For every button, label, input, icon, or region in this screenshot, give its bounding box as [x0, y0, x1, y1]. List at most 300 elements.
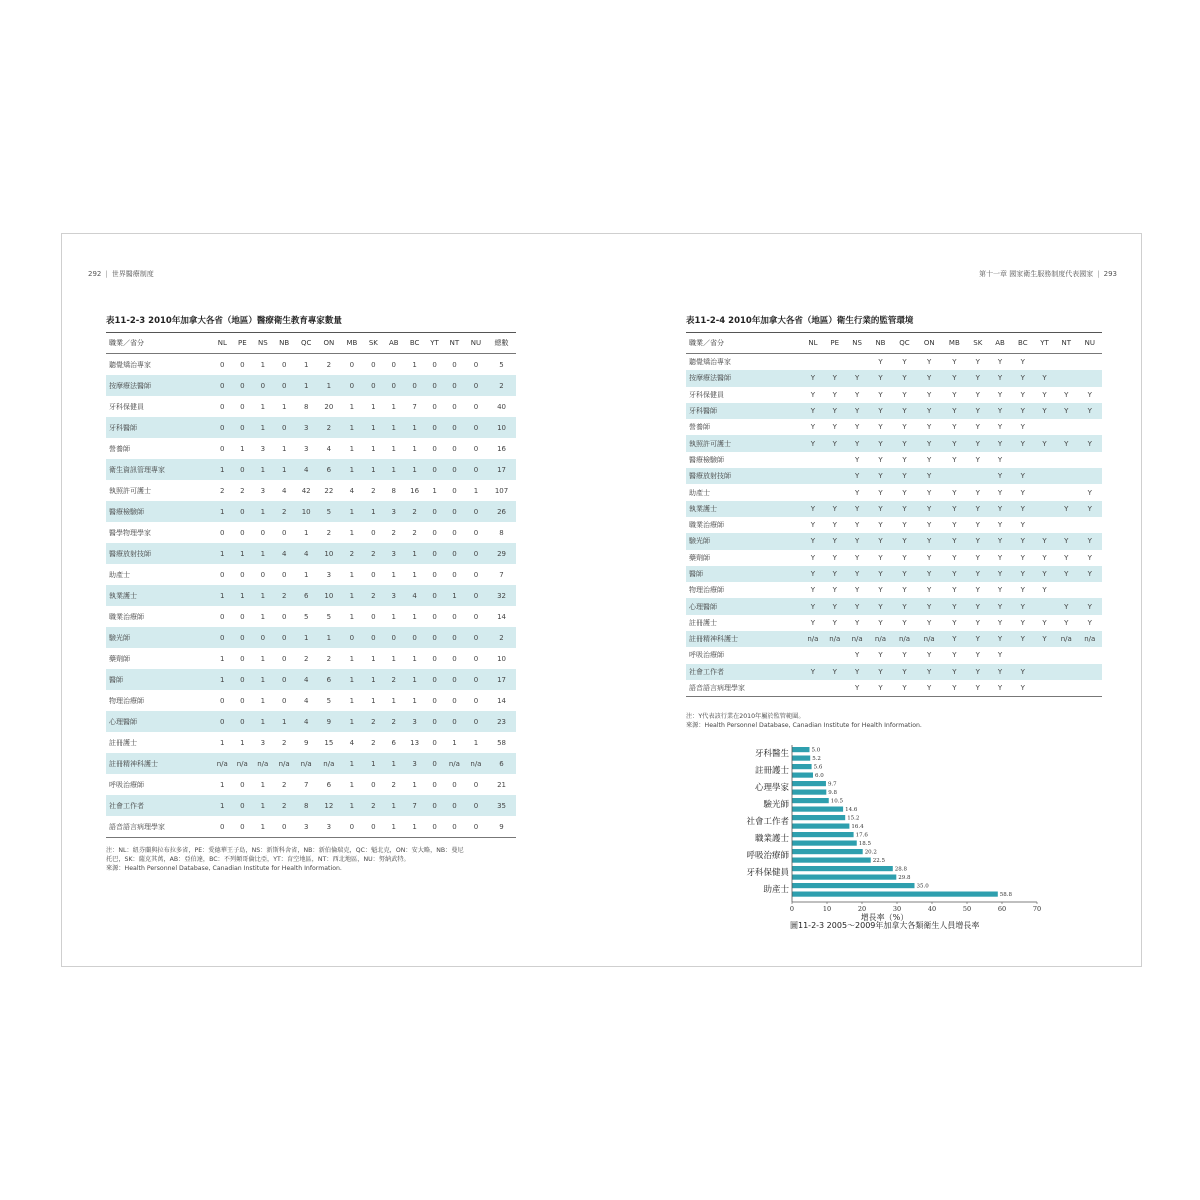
row-label: 呼吸治療師	[109, 780, 144, 789]
cell: Y	[942, 631, 967, 647]
cell: 14	[497, 696, 506, 705]
cell	[1011, 647, 1034, 663]
table-row	[686, 598, 1102, 614]
table-row	[106, 711, 516, 732]
cell: Y	[855, 390, 860, 399]
cell: 3	[383, 501, 404, 522]
cell: Y	[997, 488, 1003, 497]
table-row	[106, 585, 516, 606]
cell: Y	[952, 553, 957, 562]
header-nl: NL	[802, 333, 824, 354]
cell: 2	[371, 486, 376, 495]
cell: 21	[497, 780, 506, 789]
cell: 0	[220, 360, 225, 369]
cell: Y	[997, 618, 1003, 627]
cell: Y	[869, 533, 893, 549]
cell: 0	[404, 375, 425, 396]
table-row	[686, 354, 1102, 371]
header-bc: BC	[404, 333, 425, 354]
cell: Y	[967, 664, 989, 680]
cell: 0	[273, 669, 295, 690]
cell	[1078, 452, 1102, 468]
cell: 3	[260, 738, 266, 747]
cell: 3	[260, 444, 266, 453]
cell: Y	[927, 488, 932, 497]
cell: 0	[240, 360, 245, 369]
cell: 1	[281, 444, 287, 453]
cell: 2	[240, 486, 245, 495]
cell: Y	[942, 680, 967, 697]
cell: 2	[340, 543, 363, 564]
cell: 1	[412, 780, 417, 789]
table-row	[686, 517, 1102, 533]
cell: 0	[363, 627, 383, 648]
cell: 1	[452, 738, 457, 747]
bar	[792, 756, 810, 761]
cell: Y	[1011, 533, 1034, 549]
cell: 3	[295, 816, 317, 838]
table-row	[686, 387, 1102, 403]
cell: Y	[989, 631, 1012, 647]
cell: 2	[363, 711, 383, 732]
cell: 12	[317, 795, 340, 816]
cell: Y	[1078, 501, 1102, 517]
cell: 0	[432, 696, 437, 705]
cell: 0	[371, 612, 376, 621]
table-row	[686, 468, 1102, 484]
cell: 2	[273, 585, 295, 606]
header-ns: NS	[846, 333, 869, 354]
bar	[792, 798, 829, 803]
cell: 1	[349, 780, 355, 789]
cell	[1055, 370, 1078, 386]
bar	[792, 815, 845, 820]
cell: 0	[340, 816, 363, 838]
cell: 3	[404, 753, 425, 774]
cell	[1055, 664, 1078, 680]
cell: 0	[473, 444, 479, 453]
cell	[1034, 647, 1055, 663]
cell: 6	[295, 585, 317, 606]
row-label: 醫師	[686, 566, 802, 582]
cell: n/a	[317, 753, 340, 774]
row-label: 註冊護士	[689, 618, 717, 627]
category-label: 助產士	[763, 885, 789, 896]
x-axis-label: 增長率（%）	[860, 913, 909, 922]
category-label: 呼吸治療師	[746, 851, 789, 862]
cell: Y	[1042, 390, 1047, 399]
cell: Y	[846, 680, 869, 697]
header-nu: NU	[465, 333, 487, 354]
cell: 2	[383, 711, 404, 732]
cell	[1055, 582, 1078, 598]
row-label: 醫療放射技師	[106, 543, 212, 564]
category-label: 註冊護士	[754, 766, 789, 777]
cell: Y	[927, 423, 932, 432]
cell: 1	[252, 711, 273, 732]
bar-value-label: 14.6	[845, 807, 858, 814]
cell: Y	[855, 618, 860, 627]
row-label: 語音語言病理學家	[686, 680, 802, 697]
cell: 6	[326, 780, 332, 789]
cell: 5	[303, 612, 309, 621]
cell: Y	[846, 598, 869, 614]
table-row	[686, 501, 1102, 517]
row-label: 社會工作者	[686, 664, 802, 680]
table-row	[686, 566, 1102, 582]
cell: 0	[349, 360, 355, 369]
cell: Y	[832, 423, 837, 432]
cell: Y	[942, 664, 967, 680]
cell: 10	[295, 501, 317, 522]
cell	[967, 468, 989, 484]
cell: Y	[942, 370, 967, 386]
x-tick-label: 70	[1032, 905, 1042, 913]
cell: 1	[281, 402, 287, 411]
row-label: 牙科保健員	[109, 402, 144, 411]
cell: 1	[412, 654, 417, 663]
cell: Y	[1087, 390, 1092, 399]
cell: 40	[497, 402, 506, 411]
cell: 0	[425, 627, 444, 648]
cell: 22	[324, 486, 334, 495]
cell: 0	[473, 696, 479, 705]
cell: 8	[499, 528, 504, 537]
cell	[1034, 517, 1055, 533]
cell: 6	[317, 459, 340, 480]
cell: 0	[273, 816, 295, 838]
cell: 0	[425, 753, 444, 774]
bar	[792, 781, 826, 786]
cell: Y	[824, 664, 846, 680]
cell: Y	[942, 533, 967, 549]
cell: 4	[295, 543, 317, 564]
header-sk: SK	[967, 333, 989, 354]
cell: 1	[349, 570, 355, 579]
cell: Y	[892, 435, 916, 451]
cell: Y	[802, 435, 824, 451]
book-spread	[61, 233, 1142, 967]
cell: n/a	[846, 631, 869, 647]
cell: 0	[232, 816, 252, 838]
cell: 6	[317, 669, 340, 690]
row-label: 註冊精神科護士	[106, 753, 212, 774]
cell: 1	[260, 780, 266, 789]
cell: Y	[927, 618, 932, 627]
table-row	[106, 396, 516, 417]
cell: Y	[1011, 598, 1034, 614]
right-page	[602, 234, 1141, 966]
cell: 4	[273, 543, 295, 564]
cell: 0	[232, 669, 252, 690]
cell	[824, 468, 846, 484]
x-tick-label: 0	[789, 905, 795, 913]
cell: Y	[1011, 631, 1034, 647]
bar-value-label: 20.2	[864, 849, 877, 856]
cell: 1	[340, 795, 363, 816]
cell: Y	[975, 618, 980, 627]
cell: Y	[1055, 533, 1078, 549]
cell: 0	[281, 696, 287, 705]
cell: 0	[240, 780, 245, 789]
bar	[792, 883, 915, 888]
table-row	[686, 664, 1102, 680]
cell: 0	[465, 585, 487, 606]
cell	[1034, 664, 1055, 680]
cell: 4	[303, 696, 309, 705]
cell: Y	[902, 423, 907, 432]
cell: 1	[303, 570, 309, 579]
cell: Y	[942, 598, 967, 614]
cell: Y	[967, 533, 989, 549]
row-label: 註冊精神科護士	[686, 631, 802, 647]
cell: 0	[281, 654, 287, 663]
cell: 26	[487, 501, 516, 522]
cell: 0	[432, 360, 437, 369]
cell: Y	[1011, 370, 1034, 386]
cell	[824, 354, 846, 371]
cell: n/a	[824, 631, 846, 647]
right-table-caption: 表11-2-4 2010年加拿大各省（地區）衛生行業的監管環境	[686, 316, 914, 326]
row-label: 語音語言病理學家	[106, 816, 212, 838]
cell: Y	[1011, 680, 1034, 697]
cell: 10	[497, 654, 506, 663]
cell: Y	[942, 403, 967, 419]
cell: 0	[465, 375, 487, 396]
right-page-number: 293	[1103, 270, 1117, 278]
cell: 1	[252, 543, 273, 564]
cell: 0	[425, 711, 444, 732]
table-row	[106, 648, 516, 669]
left-page	[62, 234, 602, 966]
row-label: 執照許可護士	[109, 486, 151, 495]
cell: 15	[324, 738, 334, 747]
table-row	[686, 582, 1102, 598]
cell: Y	[855, 488, 860, 497]
row-label: 社會工作者	[106, 795, 212, 816]
cell: 0	[281, 360, 287, 369]
cell: n/a	[1078, 631, 1102, 647]
cell: 4	[295, 459, 317, 480]
cell: Y	[846, 370, 869, 386]
cell: 1	[260, 402, 266, 411]
table-row	[106, 459, 516, 480]
cell: 0	[444, 711, 465, 732]
table-row	[106, 732, 516, 753]
cell: 1	[260, 654, 266, 663]
table-row	[106, 480, 516, 501]
cell: 1	[404, 417, 425, 438]
cell: Y	[975, 521, 980, 530]
cell: Y	[967, 435, 989, 451]
cell: Y	[989, 680, 1012, 697]
cell: 1	[340, 501, 363, 522]
cell	[1034, 452, 1055, 468]
bar	[792, 866, 893, 871]
cell: 0	[240, 696, 245, 705]
header-on: ON	[317, 333, 340, 354]
bar	[792, 764, 812, 769]
header-qc: QC	[295, 333, 317, 354]
cell: 2	[273, 795, 295, 816]
row-label: 職業治療師	[689, 521, 724, 530]
cell: Y	[802, 403, 824, 419]
cell: Y	[997, 586, 1003, 595]
cell: Y	[846, 468, 869, 484]
cell: 1	[252, 459, 273, 480]
cell: Y	[855, 651, 860, 660]
cell: n/a	[465, 753, 487, 774]
cell: Y	[952, 423, 957, 432]
cell: 1	[349, 696, 355, 705]
staff-count-table	[106, 332, 516, 838]
table-row	[686, 370, 1102, 386]
cell: Y	[1064, 553, 1069, 562]
cell: 3	[404, 711, 425, 732]
cell: n/a	[892, 631, 916, 647]
cell: 0	[473, 570, 479, 579]
cell: 0	[281, 612, 287, 621]
cell: 13	[410, 738, 420, 747]
cell: 0	[465, 459, 487, 480]
left-note-3: 來源：Health Personnel Database, Canadian Institute for Health Information.	[106, 865, 342, 872]
bar-value-label: 9.7	[827, 781, 837, 788]
cell	[1078, 370, 1102, 386]
cell: Y	[855, 586, 860, 595]
cell: 16	[497, 444, 506, 453]
cell: Y	[846, 566, 869, 582]
row-label: 醫師	[106, 669, 212, 690]
bar	[792, 875, 896, 880]
cell: 2	[281, 780, 287, 789]
cell: Y	[1020, 358, 1025, 367]
cell: 0	[232, 711, 252, 732]
cell: Y	[989, 468, 1012, 484]
cell: 0	[240, 612, 245, 621]
cell: n/a	[273, 753, 295, 774]
header-yt: YT	[1034, 333, 1055, 354]
cell: Y	[1087, 618, 1092, 627]
cell: 0	[465, 816, 487, 838]
cell: 1	[212, 543, 232, 564]
cell: Y	[989, 435, 1012, 451]
cell: 0	[220, 444, 225, 453]
table-row	[106, 501, 516, 522]
cell	[824, 680, 846, 697]
cell: 3	[317, 816, 340, 838]
row-label: 藥劑師	[109, 654, 130, 663]
cell: Y	[1055, 501, 1078, 517]
bar-value-label: 5.6	[813, 764, 823, 771]
bar-value-label: 28.8	[894, 866, 908, 873]
cell: Y	[902, 618, 907, 627]
x-tick-label: 30	[892, 905, 902, 913]
cell: Y	[869, 370, 893, 386]
table-row	[106, 774, 516, 795]
cell: 10	[487, 417, 516, 438]
table-row	[686, 647, 1102, 663]
cell: 0	[232, 375, 252, 396]
cell: 0	[444, 459, 465, 480]
cell: Y	[869, 501, 893, 517]
cell: 1	[212, 669, 232, 690]
cell: 0	[444, 501, 465, 522]
table-row	[106, 564, 516, 585]
left-running-header: 292 | 世界醫療制度	[88, 270, 154, 278]
cell: 1	[473, 486, 479, 495]
cell: Y	[832, 553, 837, 562]
cell: Y	[917, 403, 942, 419]
cell: Y	[802, 566, 824, 582]
cell: Y	[1042, 586, 1047, 595]
cell: Y	[878, 618, 883, 627]
cell	[1078, 354, 1102, 371]
cell: Y	[824, 598, 846, 614]
cell: Y	[832, 521, 837, 530]
cell: Y	[1042, 553, 1047, 562]
cell: 1	[383, 795, 404, 816]
cell: 0	[340, 627, 363, 648]
cell: Y	[1055, 598, 1078, 614]
cell: Y	[917, 435, 942, 451]
cell: 2	[273, 501, 295, 522]
cell: 2	[487, 375, 516, 396]
cell: Y	[892, 598, 916, 614]
cell: Y	[917, 680, 942, 697]
header-mb: MB	[340, 333, 363, 354]
cell: 0	[432, 528, 437, 537]
cell: Y	[892, 370, 916, 386]
cell: Y	[942, 566, 967, 582]
x-tick-label: 50	[962, 905, 972, 913]
cell: 0	[363, 816, 383, 838]
cell	[1078, 517, 1102, 533]
cell	[824, 484, 846, 500]
header-nt: NT	[1055, 333, 1078, 354]
cell: 0	[452, 528, 457, 537]
cell: 0	[444, 543, 465, 564]
cell: Y	[1034, 435, 1055, 451]
table-row	[106, 816, 516, 838]
cell: 1	[303, 528, 309, 537]
cell: Y	[869, 566, 893, 582]
cell: 3	[303, 444, 309, 453]
category-label: 驗光師	[763, 800, 789, 811]
cell: 1	[383, 816, 404, 838]
cell: Y	[997, 390, 1003, 399]
cell: 0	[212, 816, 232, 838]
cell: 4	[349, 486, 355, 495]
cell: 2	[326, 528, 332, 537]
cell: 5	[326, 612, 332, 621]
cell: Y	[927, 358, 932, 367]
cell: Y	[1078, 435, 1102, 451]
cell: 0	[232, 501, 252, 522]
cell: Y	[810, 553, 816, 562]
row-label: 助產士	[109, 570, 130, 579]
cell: Y	[846, 435, 869, 451]
cell	[1034, 598, 1055, 614]
cell: 2	[317, 417, 340, 438]
cell: 0	[220, 402, 225, 411]
header-nl: NL	[212, 333, 232, 354]
cell: n/a	[212, 753, 232, 774]
cell: 0	[212, 375, 232, 396]
cell: Y	[952, 586, 957, 595]
cell: Y	[917, 566, 942, 582]
cell: 1	[383, 417, 404, 438]
cell: Y	[878, 553, 883, 562]
